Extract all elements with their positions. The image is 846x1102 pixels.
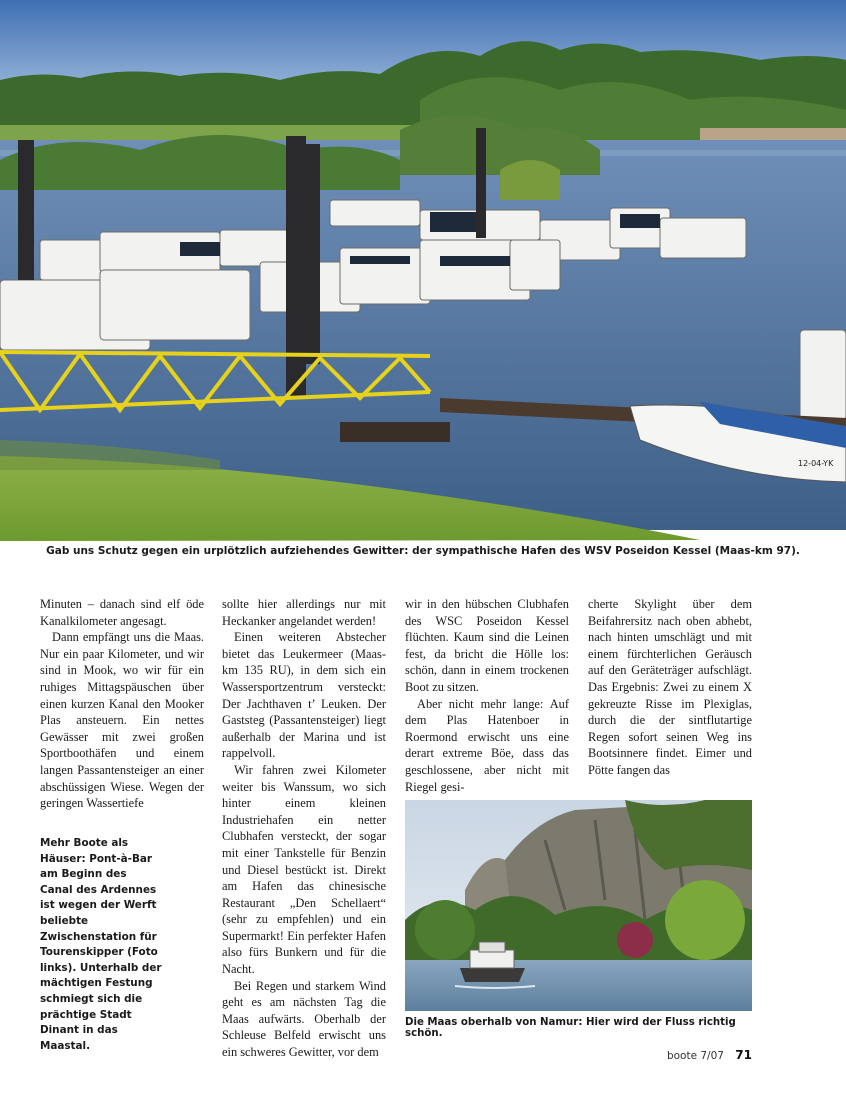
page-number: 71 <box>735 1048 752 1062</box>
paragraph: Dann empfängt uns die Maas. Nur ein paar Kilometer, und wir sind in Mook, wo wir für ein ruhiges Mittagspäuschen über einen kurzen Kanal den Mooker Plas ansteuern. Ein nettes Gewässer mit zwei großen Sportboothäfen und einem langen Passantensteiger an einer abschüssigen Wiese. Wegen der geringen Wassertiefe <box>40 630 204 811</box>
paragraph: cherte Skylight über dem Beifahrersitz nach oben abhebt, nach hinten umschlägt und mit einem fürchterlichen Geräusch auf den Geräteträger aufschlägt. Das Ergebnis: Zwei zu einem X gekreuzte Risse im Plexiglas, durch die der sintflutartige Regen sofort seinen Weg ins Bootsinnere findet. Eimer und Pötte fangen das <box>588 597 752 777</box>
article-column-3 <box>405 596 569 795</box>
marina-photo <box>0 0 846 541</box>
paragraph: Bei Regen und starkem Wind geht es am nächsten Tag die Maas aufwärts. Oberhalb der Schleuse Belfeld erwischt uns ein schweres Gewitter, vor dem <box>222 978 386 1060</box>
article-column-4 <box>588 596 752 779</box>
river-namur-photo <box>405 800 752 1011</box>
paragraph: wir in den hübschen Clubhafen des WSC Poseidon Kessel flüchten. Kaum sind die Leinen fest, da bricht die Hölle los: schön, dann in einem trockenen Boot zu sitzen. <box>405 597 569 694</box>
page-footer <box>667 1048 752 1062</box>
article-column-2 <box>222 596 386 1061</box>
side-photo-caption: Mehr Boote als Häuser: Pont-à-Bar am Beginn des Canal des Ardennes ist wegen der Werft beliebte Zwischenstation für Tourenskipper (Foto links). Unterhalb der mächtigen Festung schmiegt sich die prächtige Stadt Dinant in das Maastal. <box>40 837 162 1052</box>
paragraph: Aber nicht mehr lange: Auf dem Plas Hatenboer in Roermond erwischt uns eine derart extreme Böe, dass das geschlossene, aber nicht mit Riegel gesi- <box>405 696 569 794</box>
paragraph: sollte hier allerdings nur mit Heckanker angelandet werden! <box>222 597 386 628</box>
paragraph: Wir fahren zwei Kilometer weiter bis Wanssum, wo sich hinter einem kleinen Industriehafen ein netter Clubhafen versteckt, der sogar mit einer Tankstelle für Benzin und Diesel bestückt ist. Direkt am Hafen das chinesische Restaurant „Den Schellaert“ (sehr zu empfehlen) und ein Supermarkt! Ein perfekter Hafen also fürs Bunkern und für die Nacht. <box>222 762 386 977</box>
small-photo-caption: Die Maas oberhalb von Namur: Hier wird der Fluss richtig schön. <box>405 1017 736 1039</box>
paragraph: Minuten – danach sind elf öde Kanalkilometer angesagt. <box>40 597 204 628</box>
article-column-1 <box>40 596 204 812</box>
boat-registration: 12-04-YK <box>798 459 834 468</box>
magazine-issue: boote 7/07 <box>666 1050 724 1062</box>
top-photo-caption: Gab uns Schutz gegen ein urplötzlich aufziehendes Gewitter: der sympathische Hafen des WSV Poseidon Kessel (Maas-km 97). <box>46 545 800 557</box>
paragraph: Einen weiteren Abstecher bietet das Leukermeer (Maas-km 135 RU), in dem sich ein Wassersportzentrum versteckt: Der Jachthaven t’ Leuken. Der Gaststeg (Passantensteiger) liegt außerhalb der Marina und ist rappelvoll. <box>222 630 386 761</box>
